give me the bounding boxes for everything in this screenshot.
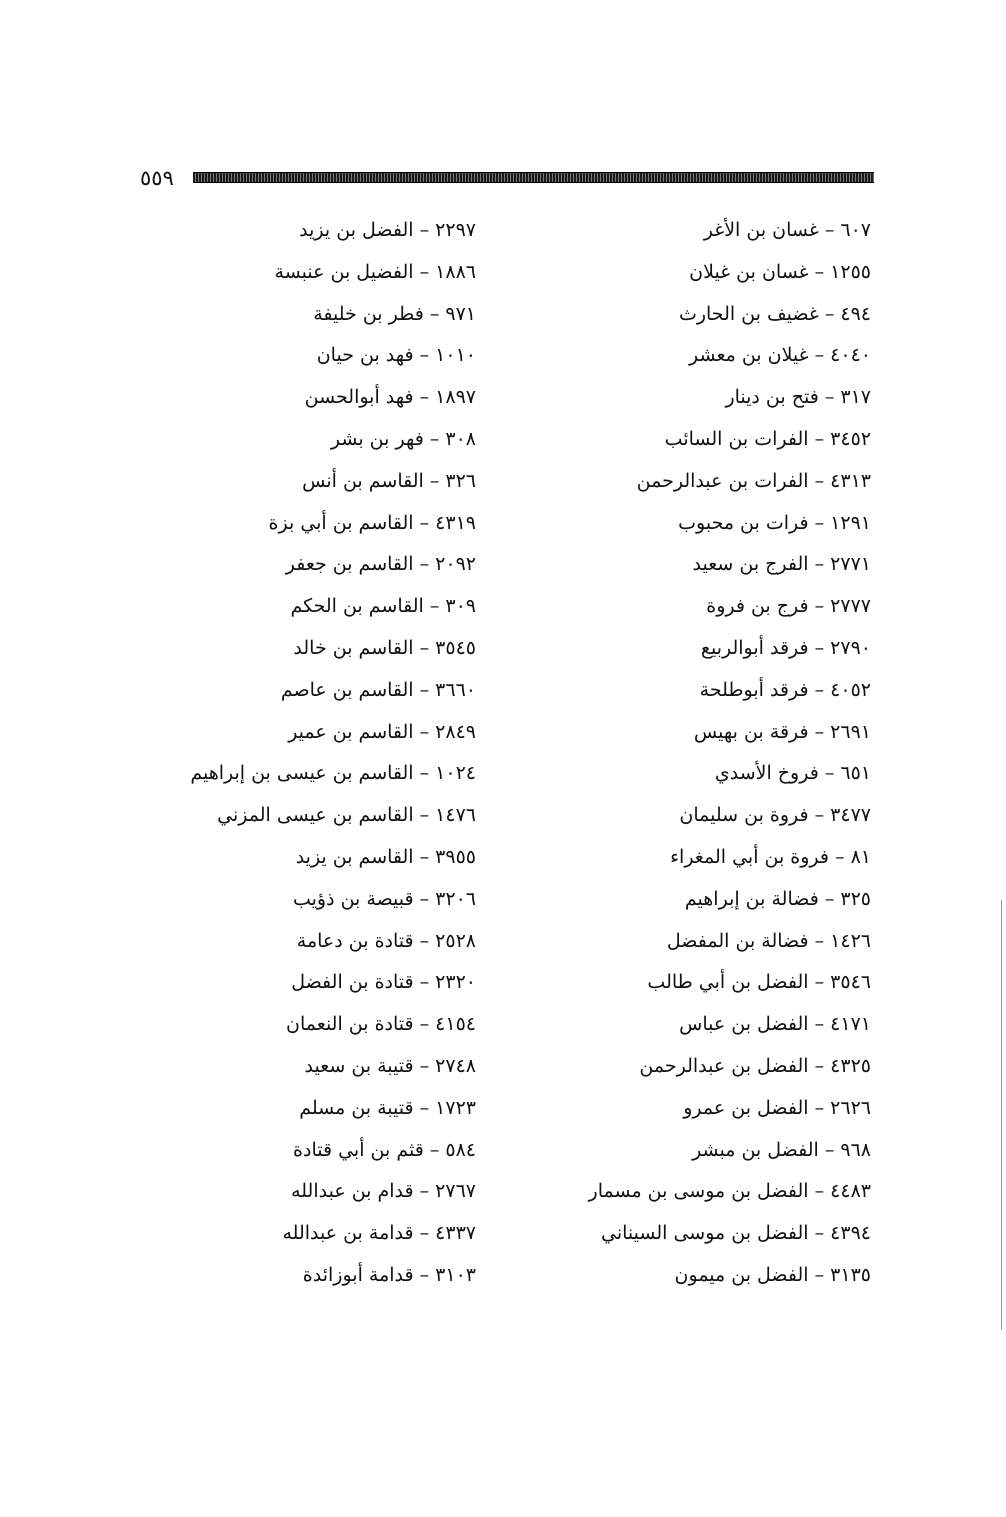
index-entry: ٢٧٧٧ – فرج بن فروة: [706, 595, 871, 618]
header-rule: [193, 172, 874, 183]
index-entry: ٤٠٥٢ – فرقد أبوطلحة: [699, 678, 871, 701]
index-entry: ٤١٧١ – الفضل بن عباس: [679, 1013, 871, 1036]
index-entry: ٢٧٧١ – الفرج بن سعيد: [692, 553, 871, 576]
index-entry: ١٨٩٧ – فهد أبوالحسن: [304, 386, 476, 409]
index-entry: ٣٤٧٧ – فروة بن سليمان: [679, 804, 871, 827]
index-entry: ٣٥٤٥ – القاسم بن خالد: [293, 636, 476, 659]
index-entry: ٢٧٩٠ – فرقد أبوالربيع: [700, 636, 871, 659]
index-column-right: [501, 210, 871, 1297]
index-entry: ٤٩٤ – غضيف بن الحارث: [678, 302, 871, 325]
index-entry: ٣٤٥٢ – الفرات بن السائب: [664, 427, 871, 450]
index-entry: ٢٧٤٨ – قتيبة بن سعيد: [304, 1054, 476, 1077]
index-entry: ٢٣٢٠ – قتادة بن الفضل: [291, 971, 476, 994]
index-entry: ٣١٧ – فتح بن دينار: [725, 386, 871, 409]
index-entry: ٨١ – فروة بن أبي المغراء: [670, 845, 871, 868]
index-entry: ٤٣١٩ – القاسم بن أبي بزة: [268, 511, 476, 534]
index-entry: ٢٦٢٦ – الفضل بن عمرو: [683, 1096, 871, 1119]
index-entry: ١٠١٠ – فهد بن حيان: [316, 344, 476, 367]
index-entry: ٢٧٦٧ – قدام بن عبدالله: [291, 1180, 476, 1203]
index-entry: ٣٦٦٠ – القاسم بن عاصم: [280, 678, 476, 701]
index-entry: ٩٦٨ – الفضل بن مبشر: [692, 1138, 871, 1161]
index-entry: ٢٦٩١ – فرقة بن بهيس: [693, 720, 871, 743]
index-entry: ٣٠٩ – القاسم بن الحكم: [290, 595, 476, 618]
index-entry: ١٤٧٦ – القاسم بن عيسى المزني: [217, 804, 476, 827]
index-entry: ٦٥١ – فروخ الأسدي: [714, 762, 871, 785]
page-number: ٥٥٩: [140, 166, 174, 190]
index-column-left: [76, 210, 476, 1297]
index-entry: ٤٣١٣ – الفرات بن عبدالرحمن: [636, 469, 871, 492]
index-entry: ١٨٨٦ – الفضيل بن عنبسة: [274, 260, 476, 283]
index-entry: ٣٠٨ – فهر بن بشر: [330, 427, 476, 450]
index-entry: ٩٧١ – فطر بن خليفة: [313, 302, 476, 325]
index-entry: ٣٥٤٦ – الفضل بن أبي طالب: [647, 971, 871, 994]
index-entry: ٤٤٨٣ – الفضل بن موسى بن مسمار: [588, 1180, 871, 1203]
index-entry: ٣١٠٣ – قدامة أبوزائدة: [302, 1263, 476, 1286]
index-entry: ٣٩٥٥ – القاسم بن يزيد: [295, 845, 476, 868]
index-entry: ١٧٢٣ – قتيبة بن مسلم: [299, 1096, 476, 1119]
index-entry: ٢٨٤٩ – القاسم بن عمير: [288, 720, 476, 743]
index-entry: ٤٣٢٥ – الفضل بن عبدالرحمن: [639, 1054, 871, 1077]
index-entry: ٥٨٤ – قثم بن أبي قتادة: [293, 1138, 476, 1161]
scan-margin-line: [1001, 900, 1002, 1330]
index-entry: ١٠٢٤ – القاسم بن عيسى بن إبراهيم: [190, 762, 476, 785]
index-entry: ٣٢٠٦ – قبيصة بن ذؤيب: [292, 887, 476, 910]
index-entry: ٦٠٧ – غسان بن الأغر: [703, 219, 871, 241]
index-entry: ١٤٢٦ – فضالة بن المفضل: [666, 929, 871, 952]
index-entry: ٢٥٢٨ – قتادة بن دعامة: [296, 929, 476, 952]
index-entry: ٤٣٣٧ – قدامة بن عبدالله: [282, 1222, 476, 1245]
index-entry: ٢٠٩٢ – القاسم بن جعفر: [285, 553, 476, 576]
index-entry: ١٢٥٥ – غسان بن غيلان: [689, 260, 871, 283]
index-entry: ٤٣٩٤ – الفضل بن موسى السيناني: [601, 1222, 871, 1245]
index-entry: ٣٢٦ – القاسم بن أنس: [302, 469, 476, 492]
index-entry: ٣١٣٥ – الفضل بن ميمون: [674, 1263, 871, 1286]
index-entry: ١٢٩١ – فرات بن محبوب: [678, 511, 871, 534]
index-entry: ٣٢٥ – فضالة بن إبراهيم: [684, 887, 871, 910]
index-entry: ٤٠٤٠ – غيلان بن معشر: [689, 344, 871, 367]
index-entry: ٢٢٩٧ – الفضل بن يزيد: [299, 219, 476, 241]
index-entry: ٤١٥٤ – قتادة بن النعمان: [286, 1013, 476, 1036]
